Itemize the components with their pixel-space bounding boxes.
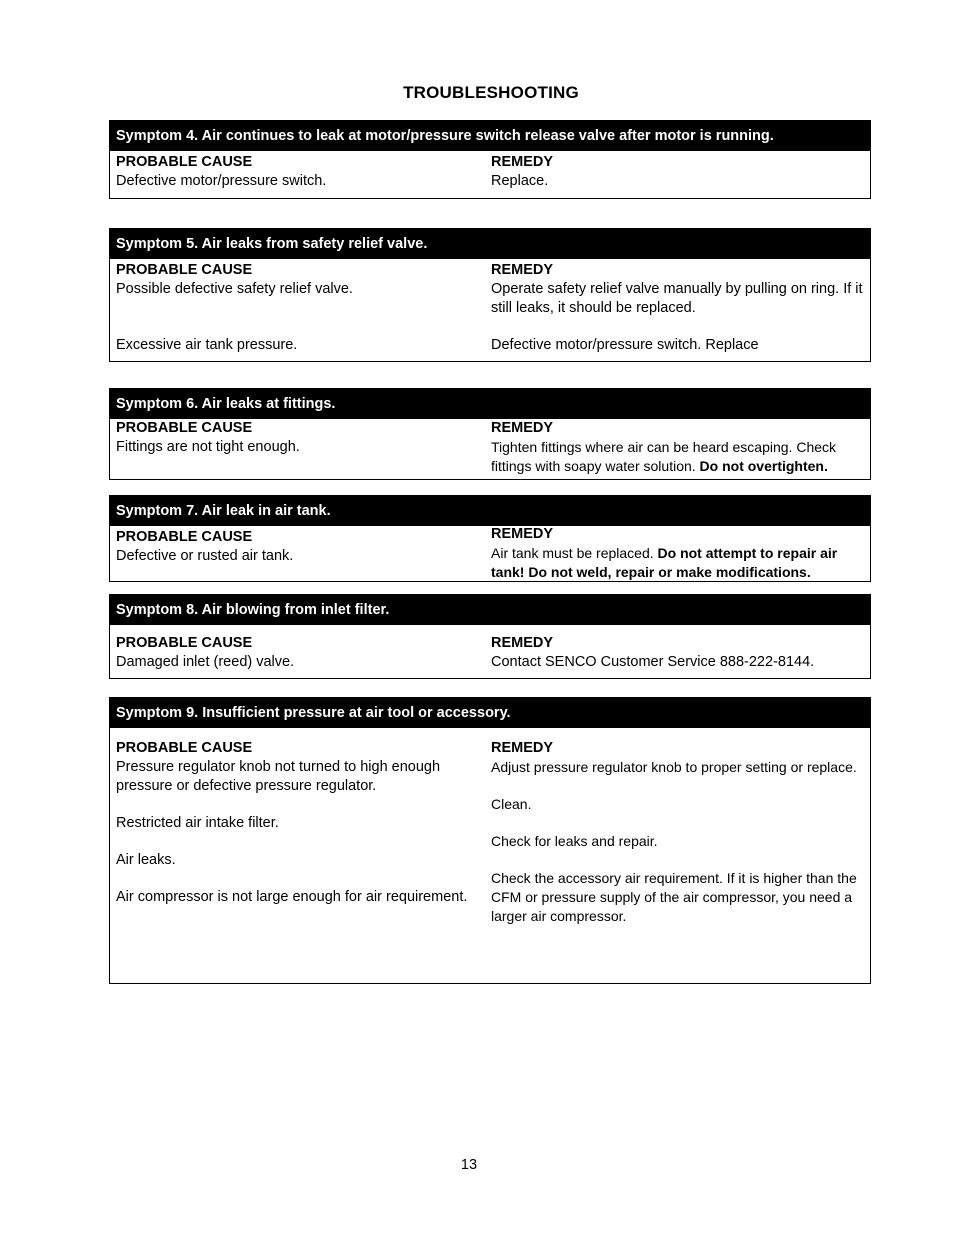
symptom-6-box <box>109 388 871 480</box>
symptom-header: Symptom 7. Air leak in air tank. <box>110 496 870 526</box>
cause-column <box>116 153 476 191</box>
symptom-header: Symptom 8. Air blowing from inlet filter. <box>110 595 870 625</box>
cause-column <box>116 528 476 566</box>
symptom-9-box <box>109 697 871 984</box>
symptom-8-box <box>109 594 871 679</box>
remedy-column <box>491 634 867 672</box>
symptom-7-box <box>109 495 871 582</box>
symptom-header: Symptom 6. Air leaks at fittings. <box>110 389 870 419</box>
warning-text: Do not attempt to repair air tank! Do not weld, repair or make modifications. <box>491 545 838 580</box>
cause-column <box>116 634 476 672</box>
symptom-header: Symptom 9. Insufficient pressure at air tool or accessory. <box>110 698 870 728</box>
remedy-column <box>491 261 867 355</box>
remedy-text: Check the accessory air requirement. If it is higher than the CFM or pressure supply of the air compressor, you need a larger air compressor. <box>491 870 857 924</box>
remedy-label: REMEDY <box>491 526 554 542</box>
remedy-text: Air tank must be replaced. Do not attempt to repair air tank! Do not weld, repair or make modifications. <box>491 545 838 580</box>
remedy-label: REMEDY <box>491 635 554 651</box>
cause-label: PROBABLE CAUSE <box>116 154 253 170</box>
page-number: 13 <box>460 1157 478 1173</box>
cause-text: Defective motor/pressure switch. <box>116 173 327 189</box>
page-title: TROUBLESHOOTING <box>403 83 579 102</box>
remedy-column <box>491 153 867 191</box>
warning-text: Do not overtighten. <box>699 458 828 474</box>
remedy-text: Adjust pressure regulator knob to proper setting or replace. <box>491 759 857 775</box>
remedy-text: Check for leaks and repair. <box>491 833 658 849</box>
cause-label: PROBABLE CAUSE <box>116 740 253 756</box>
cause-label: PROBABLE CAUSE <box>116 262 253 278</box>
cause-column <box>116 261 476 355</box>
remedy-column <box>491 525 859 582</box>
cause-column <box>116 739 476 907</box>
remedy-label: REMEDY <box>491 154 554 170</box>
remedy-text: Defective motor/pressure switch. Replace <box>491 337 759 353</box>
cause-text: Air leaks. <box>116 852 176 868</box>
remedy-label: REMEDY <box>491 420 554 436</box>
cause-text: Pressure regulator knob not turned to high enough pressure or defective pressure regulator. <box>116 759 441 794</box>
cause-text: Fittings are not tight enough. <box>116 439 300 455</box>
remedy-text: Contact SENCO Customer Service 888-222-8144. <box>491 654 815 670</box>
remedy-text: Operate safety relief valve manually by pulling on ring. If it still leaks, it should be replaced. <box>491 281 863 316</box>
remedy-column <box>491 419 867 476</box>
cause-text: Defective or rusted air tank. <box>116 548 294 564</box>
cause-label: PROBABLE CAUSE <box>116 420 253 436</box>
cause-label: PROBABLE CAUSE <box>116 635 253 651</box>
symptom-4-box <box>109 120 871 199</box>
symptom-5-box <box>109 228 871 362</box>
remedy-label: REMEDY <box>491 262 554 278</box>
cause-text: Excessive air tank pressure. <box>116 337 298 353</box>
remedy-text: Tighten fittings where air can be heard escaping. Check fittings with soapy water solution. Do not overtighten. <box>491 439 837 474</box>
cause-text: Restricted air intake filter. <box>116 815 279 831</box>
cause-column <box>116 419 476 457</box>
cause-text: Air compressor is not large enough for air requirement. <box>116 889 468 905</box>
symptom-header: Symptom 5. Air leaks from safety relief valve. <box>110 229 870 259</box>
cause-text: Possible defective safety relief valve. <box>116 281 353 297</box>
remedy-text: Clean. <box>491 796 532 812</box>
cause-text: Damaged inlet (reed) valve. <box>116 654 295 670</box>
symptom-header: Symptom 4. Air continues to leak at motor/pressure switch release valve after motor is running. <box>110 121 870 151</box>
remedy-column <box>491 739 859 926</box>
remedy-label: REMEDY <box>491 740 554 756</box>
cause-label: PROBABLE CAUSE <box>116 529 253 545</box>
remedy-text: Replace. <box>491 173 549 189</box>
